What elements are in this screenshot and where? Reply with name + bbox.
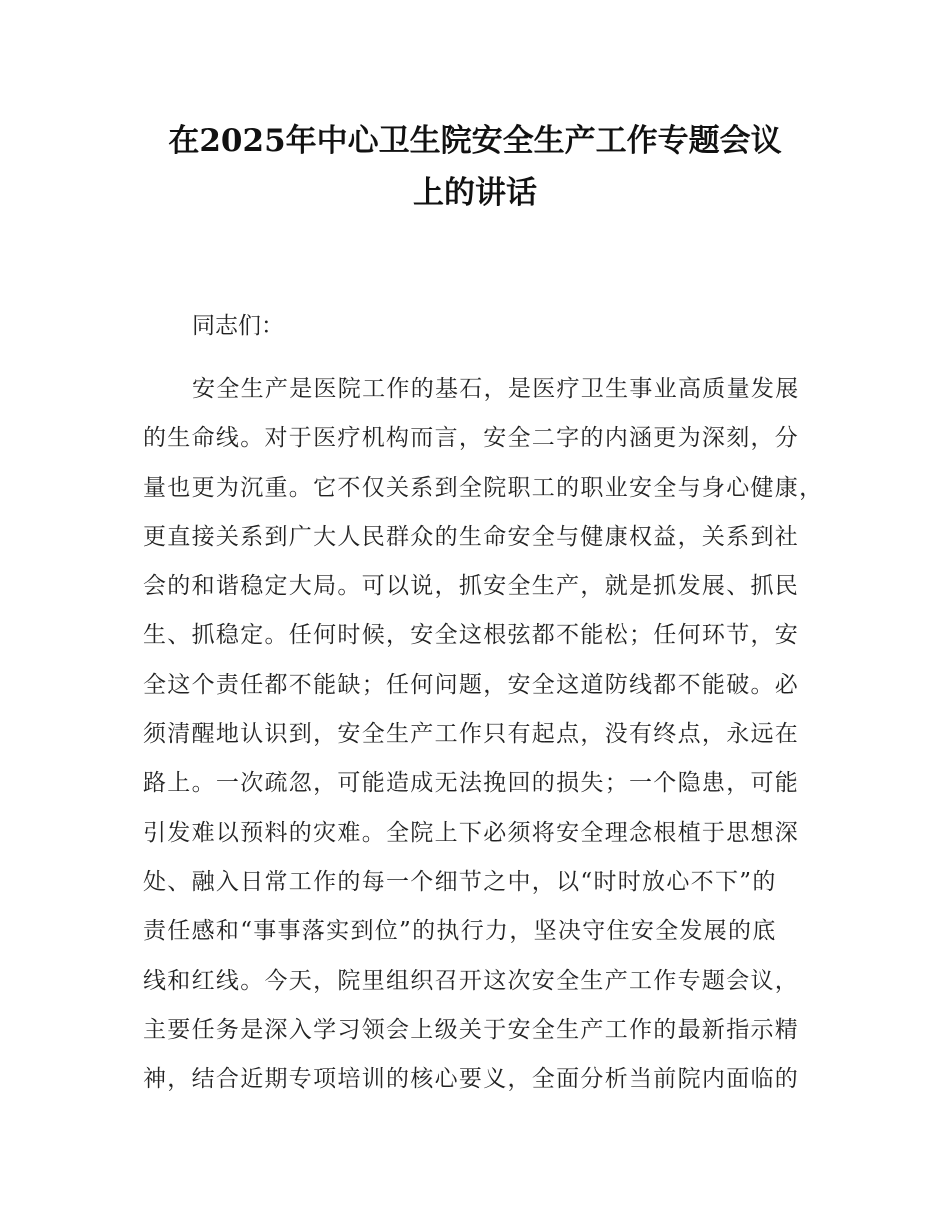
body-line: 全这个责任都不能缺；任何问题，安全这道防线都不能破。必: [143, 671, 800, 698]
body-line: 会的和谐稳定大局。可以说，抓安全生产，就是抓发展、抓民: [143, 573, 800, 600]
body-line: 生、抓稳定。任何时候，安全这根弦都不能松；任何环节，安: [143, 622, 800, 649]
body-paragraph: [143, 368, 824, 1107]
greeting: 同志们：: [192, 313, 284, 339]
body-line: 责任感和“事事落实到位”的执行力，坚决守住安全发展的底: [143, 918, 777, 945]
body-line: 处、融入日常工作的每一个细节之中，以“时时放心不下”的: [143, 868, 777, 895]
body-line: 的生命线。对于医疗机构而言，安全二字的内涵更为深刻，分: [143, 425, 800, 452]
title-line: 在2025年中心卫生院安全生产工作专题会议: [168, 123, 782, 159]
body-line: 路上。一次疏忽，可能造成无法挽回的损失；一个隐患，可能: [143, 770, 800, 797]
body-line: 安全生产是医院工作的基石，是医疗卫生事业高质量发展: [192, 376, 800, 402]
body-line: 量也更为沉重。它不仅关系到全院职工的职业安全与身心健康，: [143, 474, 824, 501]
body-line: 线和红线。今天，院里组织召开这次安全生产工作专题会议，: [143, 967, 800, 994]
body-line: 神，结合近期专项培训的核心要义，全面分析当前院内面临的: [143, 1066, 800, 1093]
body-line: 引发难以预料的灾难。全院上下必须将安全理念根植于思想深: [143, 819, 800, 846]
body-line: 主要任务是深入学习领会上级关于安全生产工作的最新指示精: [143, 1016, 800, 1043]
title-line: 上的讲话: [413, 175, 537, 211]
document-title: [100, 115, 850, 219]
body-line: 更直接关系到广大人民群众的生命安全与健康权益，关系到社: [143, 523, 800, 550]
body-line: 须清醒地认识到，安全生产工作只有起点，没有终点，永远在: [143, 721, 800, 748]
